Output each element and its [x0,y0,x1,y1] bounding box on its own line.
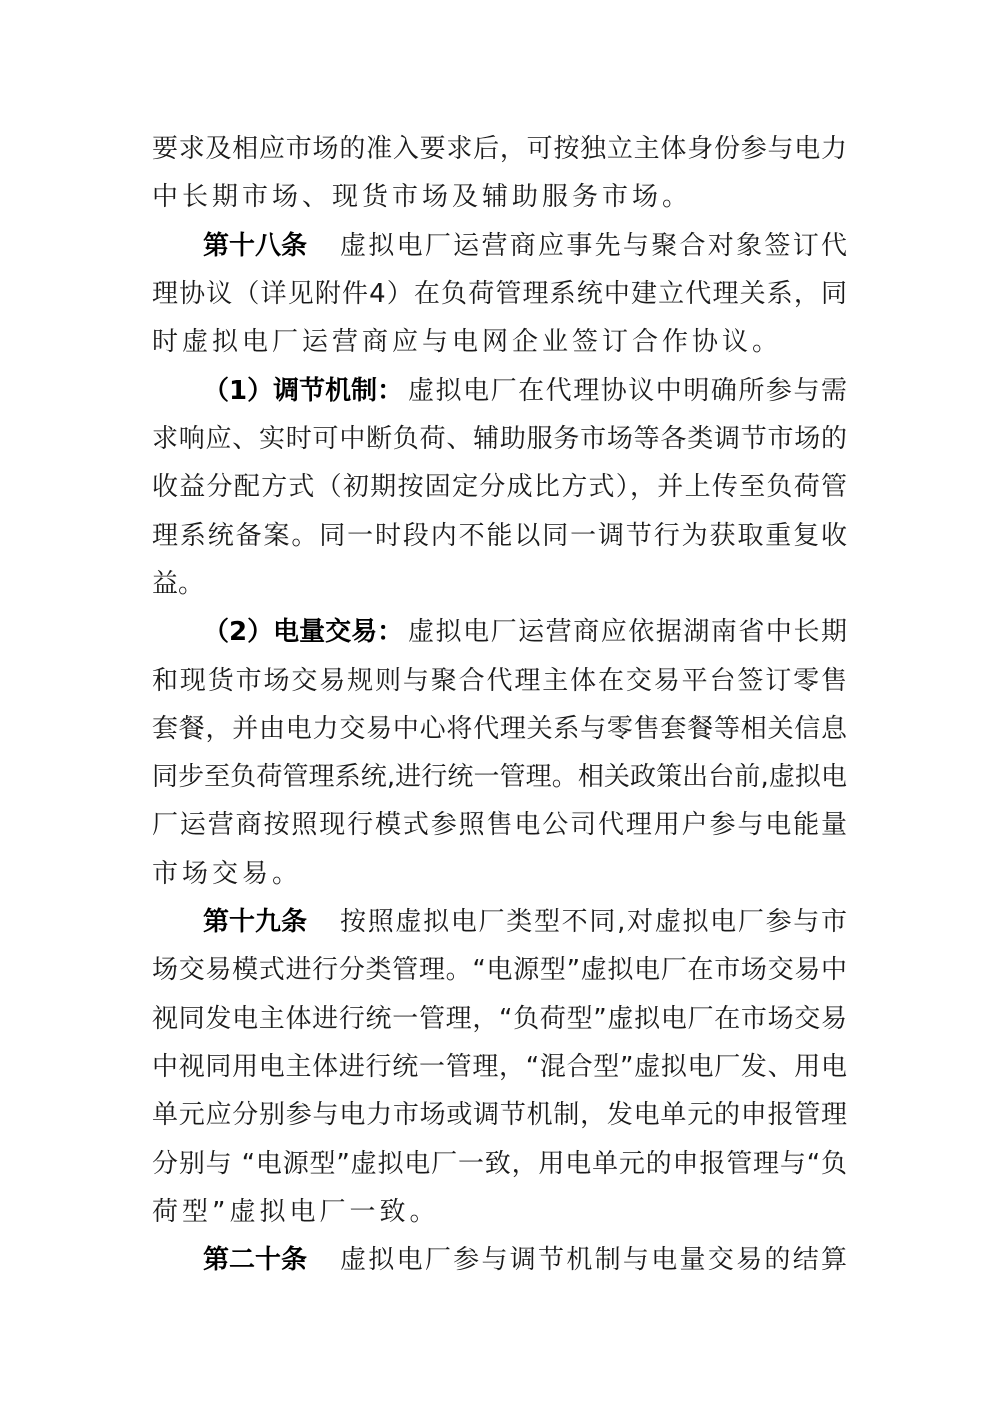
body-text: 同步至负荷管理系统,进行统一管理。相关政策出台前,虚拟电 [152,762,847,792]
body-text: 厂运营商按照现行模式参照售电公司代理用户参与电能量 [152,810,847,840]
paragraph-line [0,314,1000,370]
body-text: 求响应、实时可中断负荷、辅助服务市场等各类调节市场的 [152,424,847,454]
body-text: 时虚拟电厂运营商应与电网企业签订合作协议。 [152,327,783,357]
body-text: 虚拟电厂在代理协议中明确所参与需 [408,376,847,406]
body-text: 荷型”虚拟电厂一致。 [152,1197,440,1227]
paragraph-line [0,459,1000,515]
body-text: 虚拟电厂运营商应依据湖南省中长期 [408,617,847,647]
body-text: 要求及相应市场的准入要求后，可按独立主体身份参与电力 [152,134,847,164]
body-text: 视同发电主体进行统一管理，“负荷型”虚拟电厂在市场交易 [152,1004,847,1034]
body-text: 虚拟电厂参与调节机制与电量交易的结算 [340,1245,847,1275]
body-text: 市场交易。 [152,859,303,889]
paragraph-line [0,942,1000,998]
body-text: 中长期市场、现货市场及辅助服务市场。 [152,182,693,212]
article-title: 第十八条 [203,231,308,261]
body-text: 按照虚拟电厂类型不同,对虚拟电厂参与市 [340,907,847,937]
body-text: 理系统备案。同一时段内不能以同一调节行为获取重复收 [152,521,847,551]
body-text: 单元应分别参与电力市场或调节机制，发电单元的申报管理 [152,1100,847,1130]
article-heading-line [0,1232,1000,1288]
item-title: （1）调节机制： [203,376,404,406]
article-title: 第二十条 [203,1245,308,1275]
paragraph-line [0,169,1000,225]
item-heading-line [0,604,1000,660]
body-text: 益。 [152,569,205,599]
paragraph-line [0,797,1000,853]
body-text: 套餐，并由电力交易中心将代理关系与零售套餐等相关信息 [152,714,847,744]
body-text: 和现货市场交易规则与聚合代理主体在交易平台签订零售 [152,666,847,696]
body-text: 虚拟电厂运营商应事先与聚合对象签订代 [340,231,847,261]
item-title: （2）电量交易： [203,617,404,647]
paragraph-line [0,1087,1000,1143]
body-text: 理协议（详见附件4）在负荷管理系统中建立代理关系，同 [152,279,847,309]
body-text: 中视同用电主体进行统一管理，“混合型”虚拟电厂发、用电 [152,1052,847,1082]
body-text: 分别与 “电源型”虚拟电厂一致，用电单元的申报管理与“负 [152,1149,847,1179]
body-text: 场交易模式进行分类管理。“电源型”虚拟电厂在市场交易中 [152,955,847,985]
article-title: 第十九条 [203,907,308,937]
body-text: 收益分配方式（初期按固定分成比方式），并上传至负荷管 [152,472,847,502]
